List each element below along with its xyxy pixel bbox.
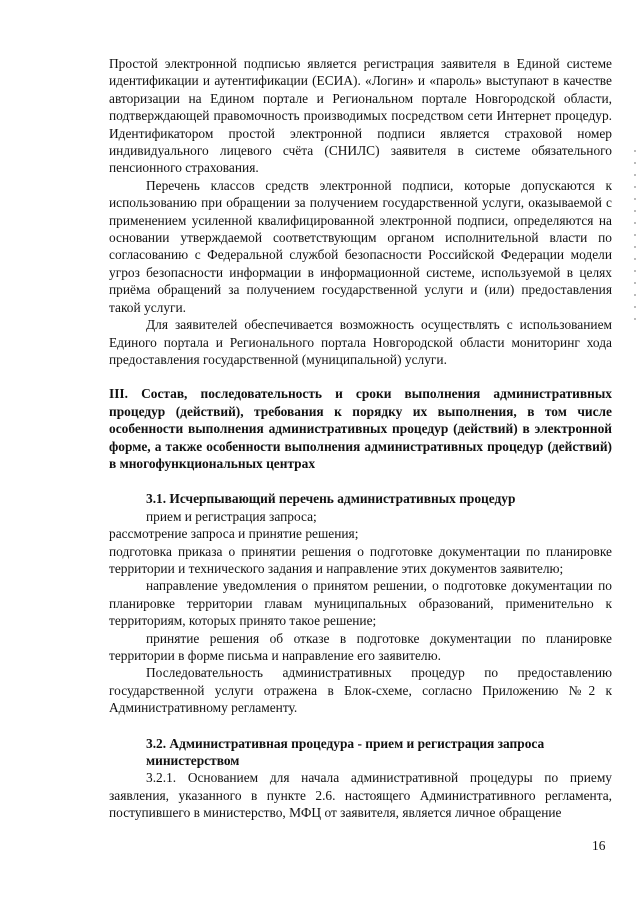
section-3-heading: III. Состав, последовательность и сроки выполнения административных процедур (действий), требования к порядку их выполнения, в том числе особенности выполнения административных процедур (действий) в электронной форме, а также особенности выполнения административных процедур (действий) в многофункциональных центрах (109, 386, 612, 471)
paragraph-simple-signature: Простой электронной подписью является регистрация заявителя в Единой системе идентификации и аутентификации (ЕСИА). «Логин» и «пароль» выступают в качестве авторизации на Едином портале и Региональном портале Новгородской области, подтверждающей правомочность производимых посредством сети Интернет процедур. Идентификатором простой электронной подписи является страховой номер индивидуального лицевого счёта (СНИЛС) заявителя в системе обязательного пенсионного страхования. (109, 56, 612, 176)
procedure-item-2: рассмотрение запроса и принятие решения; (109, 526, 359, 542)
paragraph-signature-classes: Перечень классов средств электронной подписи, которые допускаются к использованию при обращении за получением государственной услуги, оказываемой с применением усиленной квалифицированной электронной подписи, определяются на основании утверждаемой соответствующим органом исполнительной власти по согласованию с Федеральной службой безопасности Российской Федерации модели угроз безопасности информации в информационной системе, используемой в целях приёма обращений за получением государственной услуги и (или) предоставления такой услуги. (109, 177, 612, 315)
paragraph-sequence: Последовательность административных процедур по предоставлению государственной услуги отражена в Блок-схеме, согласно Приложению №2 к Административному регламенту. (109, 665, 612, 716)
section-3-1-heading: 3.1. Исчерпывающий перечень административных процедур (146, 491, 516, 507)
paragraph-3-2-1: 3.2.1. Основанием для начала административной процедуры по приему заявления, указанного в пункте 2.6. настоящего Административного регламента, поступившего в министерство, МФЦ от заявителя, является личное обращение (109, 770, 612, 821)
section-3-2-heading: 3.2. Административная процедура - прием и регистрация запроса министерством (146, 735, 545, 769)
procedure-item-1: прием и регистрация запроса; (146, 508, 317, 524)
procedure-item-3: подготовка приказа о принятии решения о подготовке документации по планировке территории и технического задания и направление этих документов заявителю; (109, 543, 612, 576)
scan-margin-marks (634, 150, 636, 330)
procedure-item-5: принятие решения об отказе в подготовке документации по планировке территории в форме письма и направление его заявителю. (109, 630, 612, 663)
paragraph-monitoring: Для заявителей обеспечивается возможность осуществлять с использованием Единого портала и Регионального портала Новгородской области мониторинг хода предоставления государственной (муниципальной) услуги. (109, 317, 612, 367)
page-content (109, 55, 612, 822)
procedure-item-4: направление уведомления о принятом решении, о подготовке документации по планировке территории главам муниципальных образований, применительно к территориям, которых принято такое решение; (109, 578, 612, 629)
page-number: 16 (592, 838, 606, 853)
